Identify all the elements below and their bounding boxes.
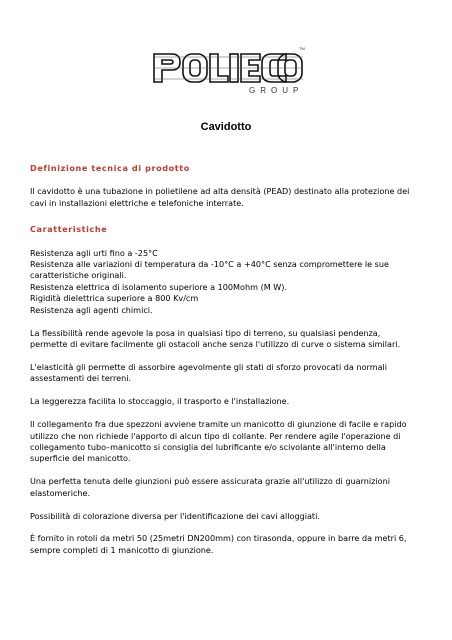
text-line: assestamenti dei terreni. xyxy=(30,373,132,384)
text-line: superficie del manicotto. xyxy=(30,453,131,464)
text-line: Il collegamento fra due spezzoni avviene tramite un manicotto di giunzione di facile e rapido xyxy=(30,419,407,430)
logo-tm-text: TM xyxy=(299,46,305,51)
feature-line: Resistenza agli urti fino a -25°C xyxy=(30,247,158,258)
seal-paragraph xyxy=(30,476,430,499)
definition-paragraph xyxy=(30,186,430,209)
text-line: La leggerezza facilita lo stoccaggio, il trasporto e l'installazione. xyxy=(30,396,290,407)
flexibility-paragraph xyxy=(30,328,430,351)
supply-paragraph xyxy=(30,533,430,556)
feature-line: Resistenza agli agenti chimici. xyxy=(30,304,153,315)
text-line: cavi in installazioni elettriche e telefoniche interrate. xyxy=(30,197,244,208)
document-body xyxy=(30,163,430,568)
coloring-paragraph xyxy=(30,511,430,522)
text-line: La flessibilità rende agevole la posa in qualsiasi tipo di terreno, su qualsiasi pendenza, xyxy=(30,327,381,338)
text-line: permette di evitare facilmente gli ostacoli anche senza l'utilizzo di curve o sistema similari. xyxy=(30,338,401,349)
connection-paragraph xyxy=(30,419,430,465)
features-heading: Caratteristiche xyxy=(30,224,108,235)
text-line: sempre completi di 1 manicotto di giunzione. xyxy=(30,544,214,555)
feature-line: Resistenza elettrica di isolamento superiore a 100Mohm (M W). xyxy=(30,281,288,292)
feature-line: Rigidità dielettrica superiore a 800 Kv/cm xyxy=(30,293,199,304)
definition-heading: Definizione tecnica di prodotto xyxy=(30,163,190,173)
document-title: Cavidotto xyxy=(200,121,252,133)
text-line: elastomeriche. xyxy=(30,487,91,498)
feature-line: caratteristiche originali. xyxy=(30,270,127,281)
text-line: utilizzo che non richiede l'apporto di alcun tipo di collante. Per rendere agile l'operazione di xyxy=(30,430,401,441)
text-line: Una perfetta tenuta delle giunzioni può essere assicurata grazie all'utilizzo di guarnizioni xyxy=(30,476,390,487)
feature-line: Resistenza alle variazioni di temperatura da -10°C a +40°C senza compromettere le sue xyxy=(30,259,389,270)
text-line: collegamento tubo–manicotto si consiglia del lubrificante e/o scivolante all'interno della xyxy=(30,441,386,452)
logo-group-text: GROUP xyxy=(249,86,304,95)
lightness-paragraph xyxy=(30,396,430,407)
elasticity-paragraph xyxy=(30,362,430,385)
text-line: È fornito in rotoli da metri 50 (25metri DN200mm) con tirasonda, oppure in barre da metri 6, xyxy=(30,533,407,544)
text-line: L'elasticità gli permette di assorbire agevolmente gli stati di sforzo provocati da normali xyxy=(30,361,388,372)
text-line: Possibilità di colorazione diversa per l'identificazione dei cavi alloggiati. xyxy=(30,510,320,521)
features-list xyxy=(30,248,430,316)
polieco-logo xyxy=(148,42,308,98)
polieco-logo-graphic xyxy=(148,42,308,98)
text-line: Il cavidotto è una tubazione in polietilene ad alta densità (PEAD) destinato alla protezione dei xyxy=(30,186,410,197)
